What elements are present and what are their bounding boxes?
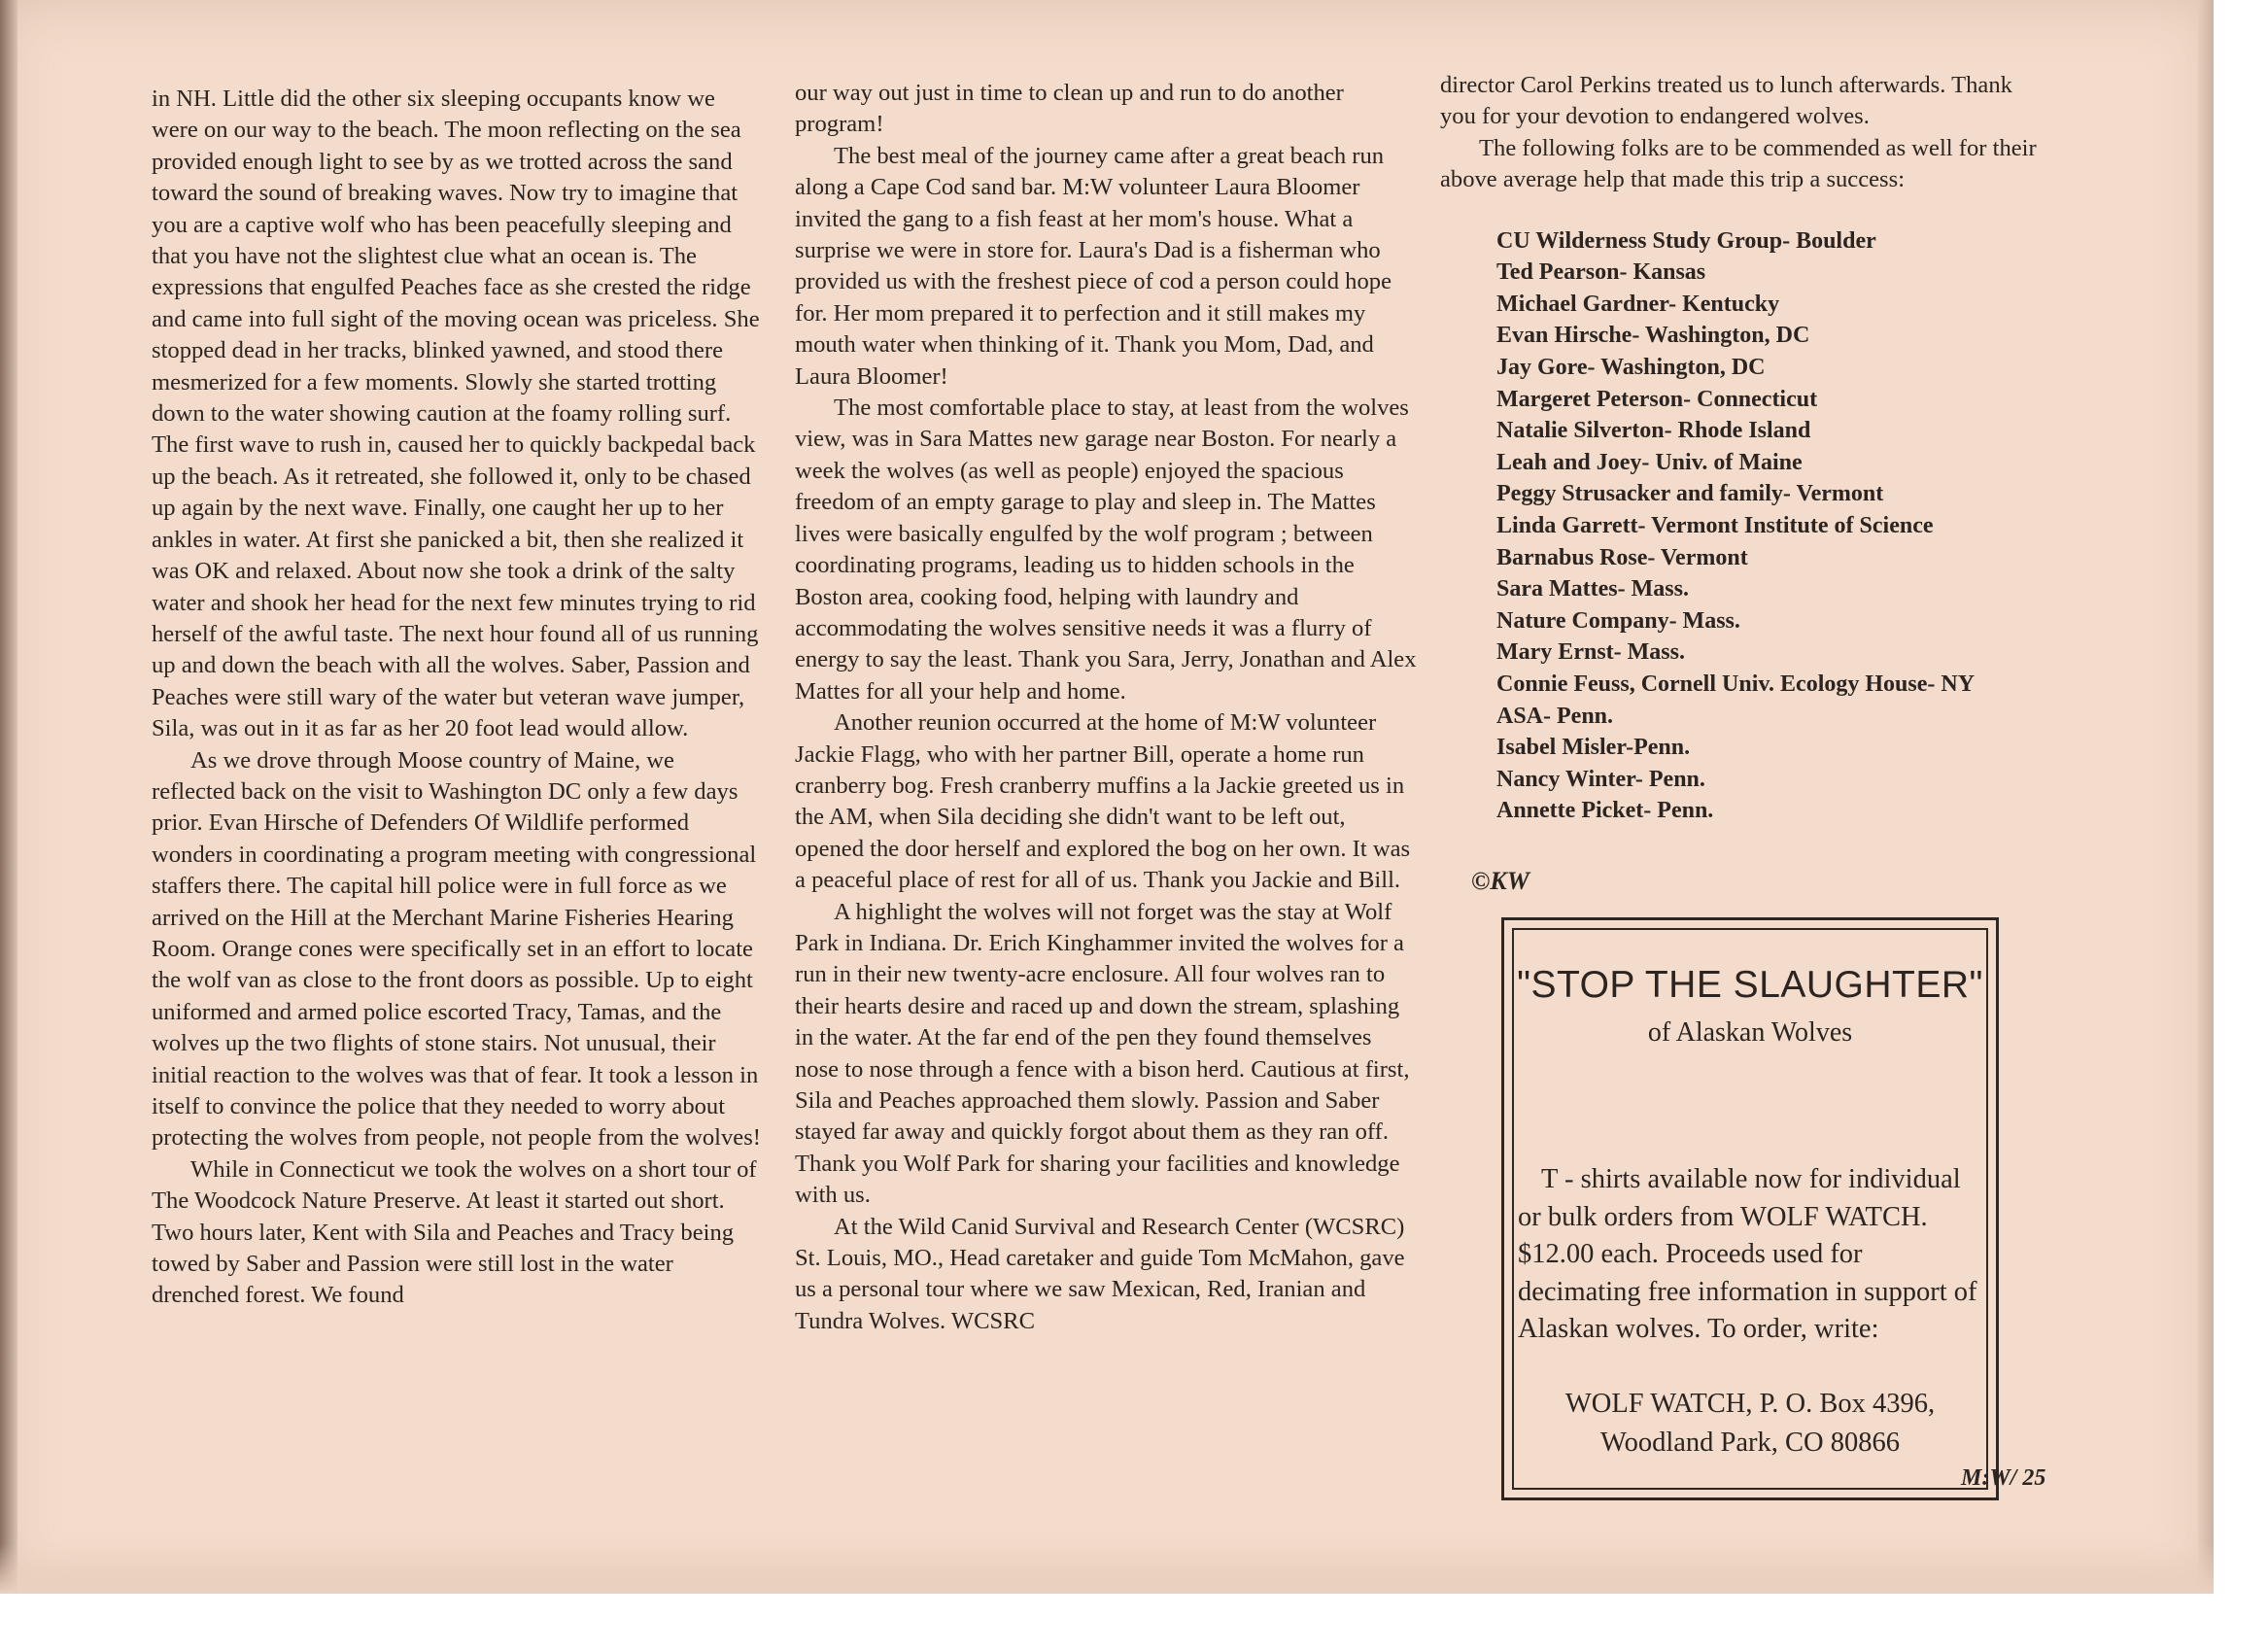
list-item: ASA- Penn. [1496, 703, 1614, 729]
paragraph: director Carol Perkins treated us to lunch afterwards. Thank you for your devotion to endangered wolves. [1440, 72, 2012, 130]
paragraph: The most comfortable place to stay, at least from the wolves view, was in Sara Mattes new garage near Boston. For nearly a week the wolves (as well as people) enjoyed the spacious freedom of an empty garage to play and sleep in. The Mattes lives were basically engulfed by the wolf program ; between coordinating programs, leading us to hidden schools in the Boston area, cooking food, helping with laundry and accommodating the wolves sensitive needs it was a flurry of energy to say the least. Thank you Sara, Jerry, Jonathan and Alex Mattes for all your help and home. [795, 395, 1417, 705]
address-line: WOLF WATCH, P. O. Box 4396, [1564, 1389, 1936, 1419]
list-item: Nature Company- Mass. [1496, 607, 1740, 634]
ad-body [1518, 1161, 1988, 1349]
page-binding-edge [0, 0, 17, 1594]
list-item: Annette Picket- Penn. [1496, 798, 1714, 824]
list-item: Margeret Peterson- Connecticut [1496, 386, 1818, 412]
list-item: Connie Feuss, Cornell Univ. Ecology House- NY [1496, 671, 1976, 697]
list-item: Jay Gore- Washington, DC [1496, 355, 1766, 380]
list-item: Evan Hirsche- Washington, DC [1496, 323, 1810, 349]
ad-title: "STOP THE SLAUGHTER" [1517, 964, 1983, 1006]
paragraph: The best meal of the journey came after a great beach run along a Cape Cod sand bar. M:W volunteer Laura Bloomer invited the gang to a fish feast at her mom's house. What a surprise we were in store for. Laura's Dad is a fisherman who provided us with the freshest piece of cod a person could hope for. Her mom prepared it to perfection and it still makes my mouth water when thinking of it. Thank you Mom, Dad, and Laura Bloomer! [795, 142, 1392, 390]
article-column-1 [152, 84, 764, 1312]
paragraph: At the Wild Canid Survival and Research Center (WCSRC) St. Louis, MO., Head caretaker and guide Tom McMahon, gave us a personal tour where we saw Mexican, Red, Iranian and Tundra Wolves. WCSRC [795, 1213, 1405, 1334]
address-line: Woodland Park, CO 80866 [1599, 1428, 1901, 1458]
paragraph: A highlight the wolves will not forget was the stay at Wolf Park in Indiana. Dr. Erich Kinghammer invited the wolves for a run in their new twenty-acre enclosure. All four wolves ran to their hearts desire and raced up and down the stream, splashing in the water. At the far end of the pen they found themselves nose to nose through a fence with a bison herd. Cautious at first, Sila and Peaches approached them slowly. Passion and Saber stayed far away and quickly forgot about them as they ran off. Thank you Wolf Park for sharing your facilities and knowledge with us. [795, 898, 1410, 1209]
page-right-edge [2198, 0, 2214, 1594]
paragraph: While in Connecticut we took the wolves on a short tour of The Woodcock Nature Preserve. At least it started out short. Two hours later, Kent with Sila and Peaches and Tracy being towed by Saber and Passion were still lost in the water drenched forest. We found [152, 1155, 757, 1309]
page-bottom-edge [0, 1543, 2214, 1594]
list-item: Michael Gardner- Kentucky [1496, 291, 1780, 317]
paragraph: The following folks are to be commended as well for their above average help that made this trip a success: [1440, 134, 2037, 193]
tshirt-advertisement [1501, 917, 1999, 1500]
list-item: Barnabus Rose- Vermont [1496, 544, 1748, 570]
ad-subtitle: of Alaskan Wolves [1647, 1017, 1853, 1048]
article-column-2 [795, 78, 1417, 1337]
page-number: M:W/ 25 [1961, 1465, 2046, 1491]
acknowledgements-list [1496, 225, 2043, 827]
paragraph: our way out just in time to clean up and run to do another program! [795, 80, 1344, 138]
ad-body-text: T - shirts available now for individual or bulk orders from WOLF WATCH. $12.00 each. Proceeds used for decimating free information in support of Alaskan wolves. To order, write: [1518, 1164, 1977, 1345]
list-item: Peggy Strusacker and family- Vermont [1496, 481, 1884, 507]
article-column-3 [1440, 70, 2043, 897]
list-item: Isabel Misler-Penn. [1496, 735, 1691, 761]
list-item: Leah and Joey- Univ. of Maine [1496, 449, 1803, 475]
list-item: Nancy Winter- Penn. [1496, 766, 1705, 792]
list-item: Mary Ernst- Mass. [1496, 639, 1685, 666]
list-item: Sara Mattes- Mass. [1496, 576, 1689, 602]
list-item: Ted Pearson- Kansas [1496, 259, 1706, 286]
list-item: Natalie Silverton- Rhode Island [1496, 418, 1811, 444]
paragraph: in NH. Little did the other six sleeping occupants know we were on our way to the beach. The moon reflecting on the sea provided enough light to see by as we trotted across the sand toward the sound of breaking waves. Now try to imagine that you are a captive wolf who has been peacefully sleeping and that you have not the slightest clue what an ocean is. The expressions that engulfed Peaches face as she crested the ridge and came into full sight of the moving ocean was priceless. She stopped dead in her tracks, blinked yawned, and stood there mesmerized for a few moments. Slowly she started trotting down to the water showing caution at the foamy rolling surf. The first wave to rush in, caused her to quickly backpedal back up the beach. As it retreated, she followed it, only to be chased up again by the next wave. Finally, one caught her up to her ankles in water. At first she panicked a bit, then she realized it was OK and relaxed. About now she took a drink of the salty water and shook her head for the next few minutes trying to rid herself of the awful taste. The next hour found all of us running up and down the beach with all the wolves. Saber, Passion and Peaches were still wary of the water but veteran wave jumper, Sila, was out in it as far as her 20 foot lead would allow. [152, 86, 760, 742]
list-item: CU Wilderness Study Group- Boulder [1496, 227, 1876, 254]
author-signature: ©KW [1471, 866, 1529, 895]
ad-mailing-address [1504, 1385, 1996, 1463]
list-item: Linda Garrett- Vermont Institute of Science [1496, 512, 1934, 538]
paragraph: As we drove through Moose country of Maine, we reflected back on the visit to Washington DC only a few days prior. Evan Hirsche of Defenders Of Wildlife performed wonders in coordinating a program meeting with congressional staffers there. The capital hill police were in full force as we arrived on the Hill at the Merchant Marine Fisheries Hearing Room. Orange cones were specifically set in an effort to locate the wolf van as close to the front doors as possible. Up to eight uniformed and armed police escorted Tracy, Tamas, and the wolves up the two flights of stone stairs. Not unusual, their initial reaction to the wolves was that of fear. It took a lesson in itself to convince the police that they needed to worry about protecting the wolves from people, not people from the wolves! [152, 746, 761, 1152]
paragraph: Another reunion occurred at the home of M:W volunteer Jackie Flagg, who with her partner Bill, operate a home run cranberry bog. Fresh cranberry muffins a la Jackie greeted us in the AM, when Sila deciding she didn't want to be left out, opened the door herself and explored the bog on her own. It was a peaceful place of rest for all of us. Thank you Jackie and Bill. [795, 709, 1411, 894]
